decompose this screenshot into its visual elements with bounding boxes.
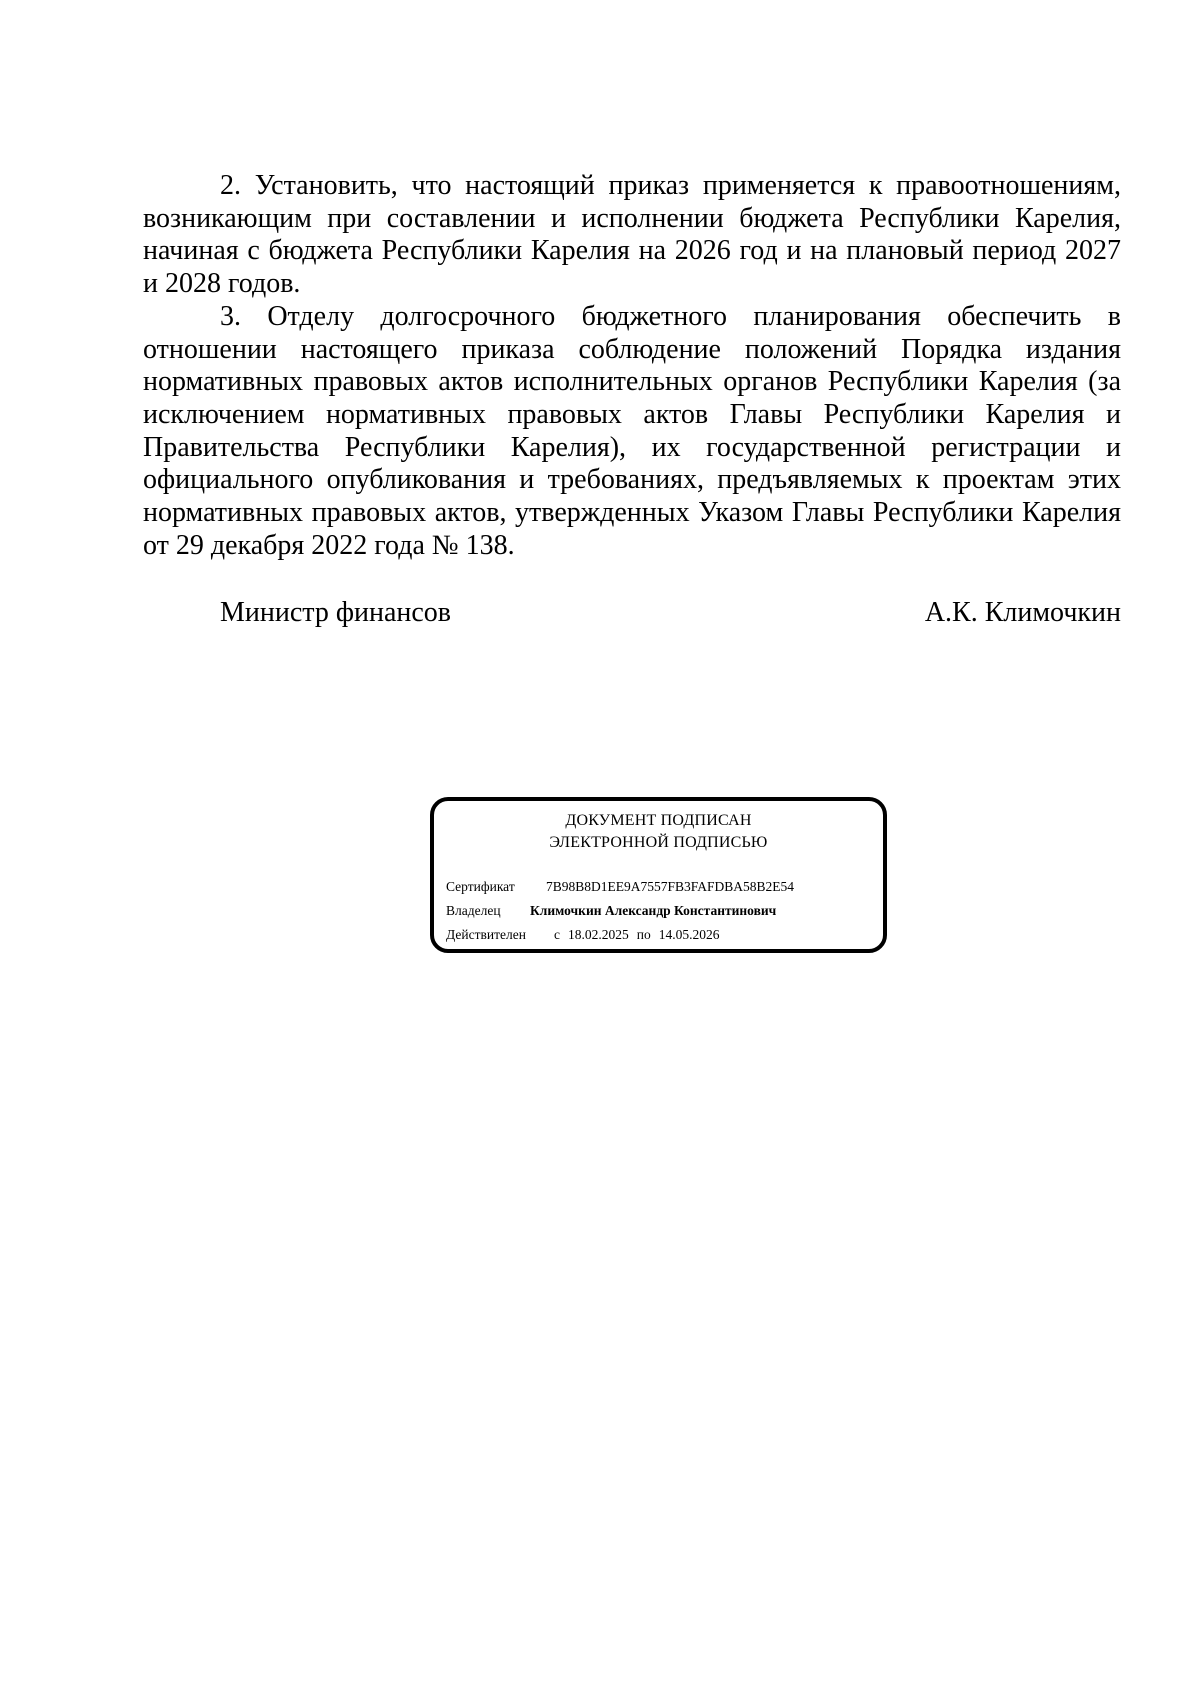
owner-value: Климочкин Александр Константинович (530, 903, 777, 918)
valid-to-prefix: по (636, 927, 651, 942)
valid-from-date: 18.02.2025 (568, 927, 629, 942)
owner-label: Владелец (446, 903, 501, 918)
stamp-certificate-row (446, 878, 794, 896)
electronic-signature-stamp (430, 797, 887, 953)
paragraph-3: 3. Отделу долгосрочного бюджетного планирования обеспечить в отношении настоящего приказа соблюдение положений Порядка издания нормативных правовых актов исполнительных органов Республики Карелия (за исключением нормативных правовых актов Главы Республики Карелия и Правительства Республики Карелия), их государственной регистрации и официального опубликования и требованиях, предъявляемых к проектам этих нормативных правовых актов, утвержденных Указом Главы Республики Карелия от 29 декабря 2022 года № 138. (143, 300, 1121, 561)
signatory-position: Министр финансов (220, 597, 452, 628)
stamp-title-line-2: ЭЛЕКТРОННОЙ ПОДПИСЬЮ (549, 834, 768, 851)
certificate-label: Сертификат (446, 879, 515, 894)
stamp-validity-row (446, 926, 719, 944)
signature-block (220, 595, 1121, 631)
certificate-value: 7B98B8D1EE9A7557FB3FAFDBA58B2E54 (546, 879, 795, 894)
stamp-title-line-1: ДОКУМЕНТ ПОДПИСАН (565, 812, 752, 829)
signatory-name: А.К. Климочкин (924, 597, 1121, 628)
valid-from-prefix: с (554, 927, 560, 942)
validity-label: Действителен (446, 927, 526, 942)
stamp-owner-row (446, 902, 776, 920)
document-body (143, 170, 1121, 562)
paragraph-2: 2. Установить, что настоящий приказ применяется к правоотношениям, возникающим при составлении и исполнении бюджета Республики Карелия, начиная с бюджета Республики Карелия на 2026 год и на плановый период 2027 и 2028 годов. (143, 170, 1121, 300)
valid-to-date: 14.05.2026 (658, 927, 720, 942)
stamp-title (434, 810, 883, 854)
